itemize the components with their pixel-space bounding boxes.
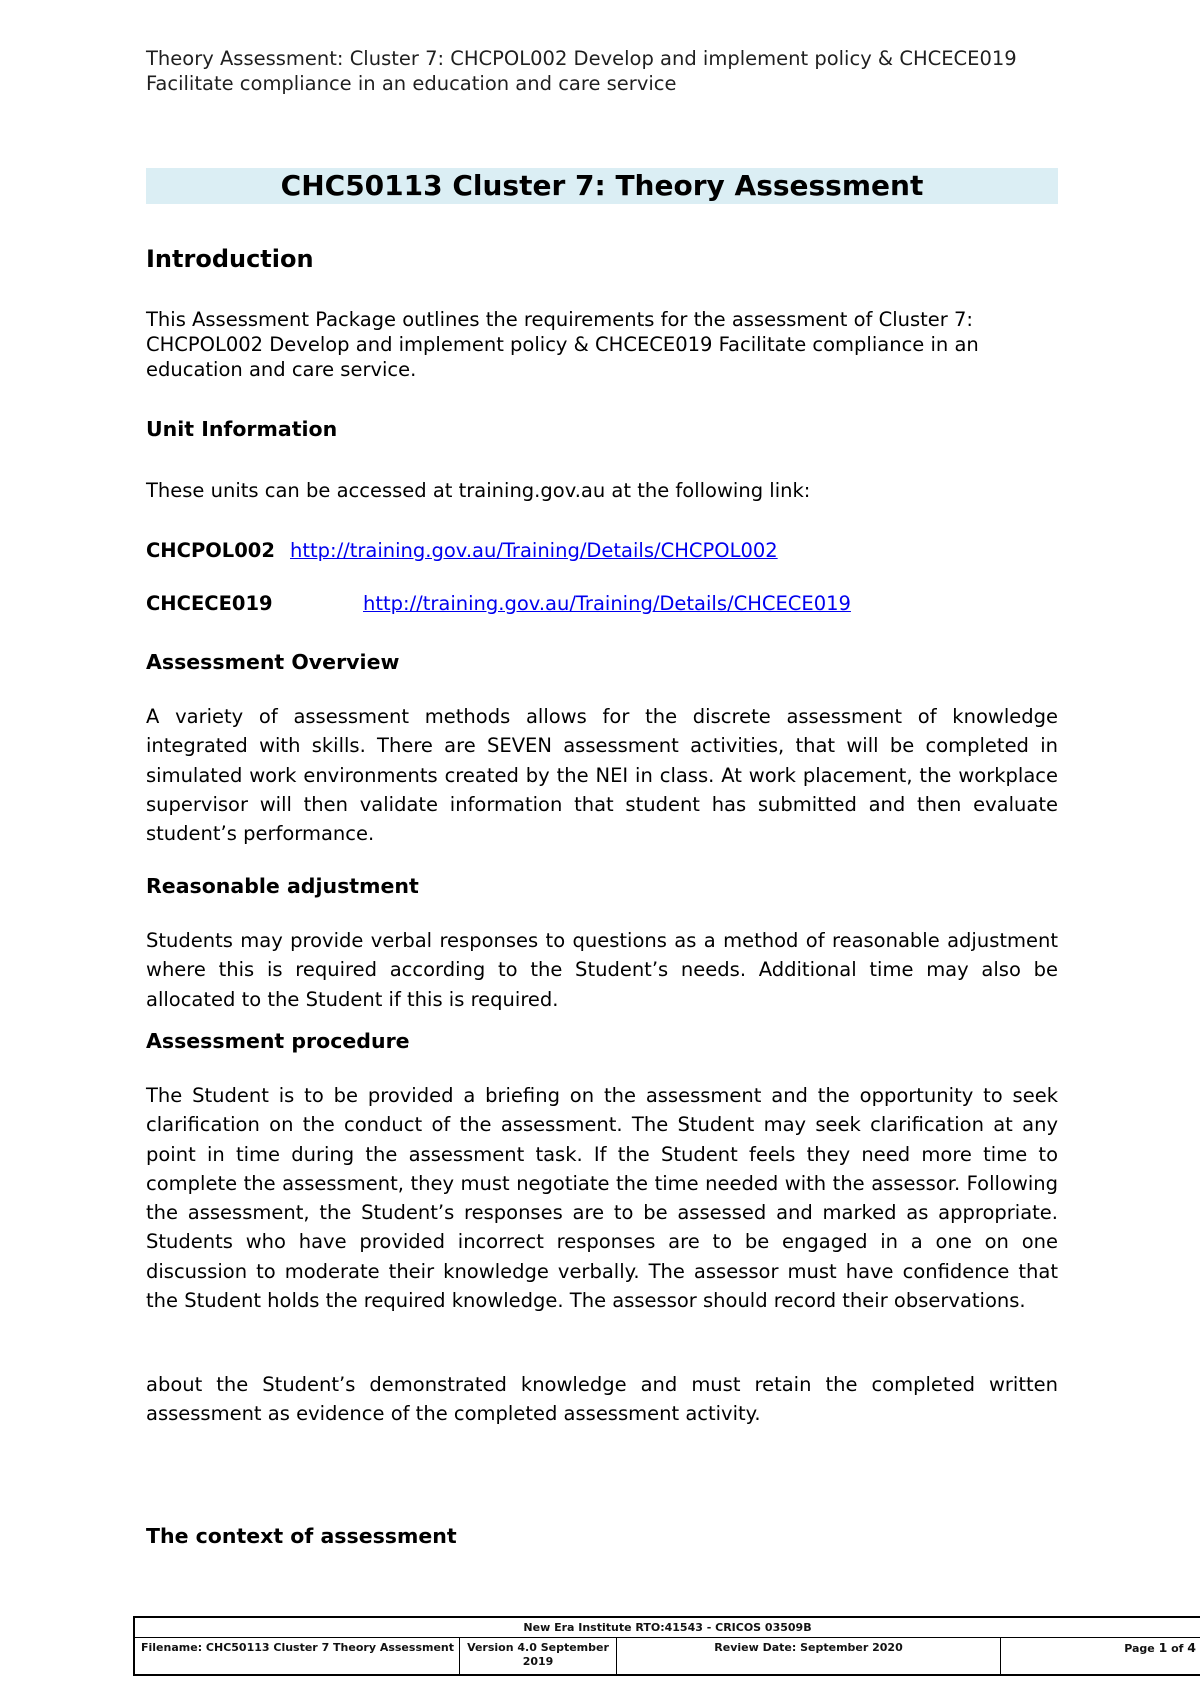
- context-of-assessment-heading: The context of assessment: [146, 1524, 457, 1548]
- unit-link[interactable]: http://training.gov.au/Training/Details/CHCPOL002: [290, 539, 778, 562]
- footer-page-number: Page 1 of 4: [1124, 1640, 1196, 1655]
- page-header: [146, 46, 1058, 96]
- header-line-1: Theory Assessment: Cluster 7: CHCPOL002 Develop and implement policy & CHCECE019: [146, 47, 1017, 70]
- unit-row: [146, 538, 1058, 563]
- assessment-procedure-text-continued: about the Student’s demonstrated knowledge and must retain the completed written assessment as evidence of the completed assessment activity.: [146, 1373, 1058, 1426]
- page-total: 4: [1187, 1640, 1196, 1655]
- footer-filename: Filename: CHC50113 Cluster 7 Theory Assessment: [135, 1637, 460, 1674]
- reasonable-adjustment-heading: Reasonable adjustment: [146, 874, 419, 898]
- unit-information-heading: Unit Information: [146, 417, 338, 441]
- assessment-procedure-heading: Assessment procedure: [146, 1029, 410, 1053]
- unit-row: [146, 591, 1058, 616]
- introduction-heading: Introduction: [146, 245, 314, 273]
- footer-version: Version 4.0 September 2019: [460, 1637, 617, 1674]
- footer-review-date: Review Date: September 2020: [617, 1637, 1001, 1674]
- unit-code: CHCECE019: [146, 592, 273, 615]
- unit-information-text: These units can be accessed at training.gov.au at the following link:: [146, 479, 811, 502]
- footer-organisation: New Era Institute RTO:41543 - CRICOS 03509B: [135, 1618, 1200, 1638]
- assessment-overview-text: A variety of assessment methods allows for the discrete assessment of knowledge integrated with skills. There are SEVEN assessment activities, that will be completed in simulated work environments created by the NEI in class. At work placement, the workplace supervisor will then validate information that student has submitted and then evaluate student’s performance.: [146, 705, 1058, 846]
- header-line-2: Facilitate compliance in an education and care service: [146, 72, 677, 95]
- page-current: 1: [1158, 1640, 1168, 1655]
- page-footer: [133, 1616, 1200, 1676]
- assessment-procedure-text: The Student is to be provided a briefing on the assessment and the opportunity to seek clarification on the conduct of the assessment. The Student may seek clarification at any point in time during the assessment task. If the Student feels they need more time to complete the assessment, they must negotiate the time needed with the assessor. Following the assessment, the Student’s responses are to be assessed and marked as appropriate. Students who have provided incorrect responses are to be engaged in a one on one discussion to moderate their knowledge verbally. The assessor must have confidence that the Student holds the required knowledge. The assessor should record their observations.: [146, 1084, 1058, 1313]
- reasonable-adjustment-text: Students may provide verbal responses to questions as a method of reasonable adjustment where this is required according to the Student’s needs. Additional time may also be allocated to the Student if this is required.: [146, 929, 1058, 1011]
- unit-code: CHCPOL002: [146, 539, 275, 562]
- unit-link[interactable]: http://training.gov.au/Training/Details/CHCECE019: [363, 592, 851, 615]
- assessment-overview-heading: Assessment Overview: [146, 650, 400, 674]
- document-title: CHC50113 Cluster 7: Theory Assessment: [146, 168, 1058, 204]
- introduction-text: This Assessment Package outlines the requirements for the assessment of Cluster 7: CHCPOL002 Develop and implement policy & CHCECE019 Facilitate compliance in an education and care service.: [146, 308, 979, 381]
